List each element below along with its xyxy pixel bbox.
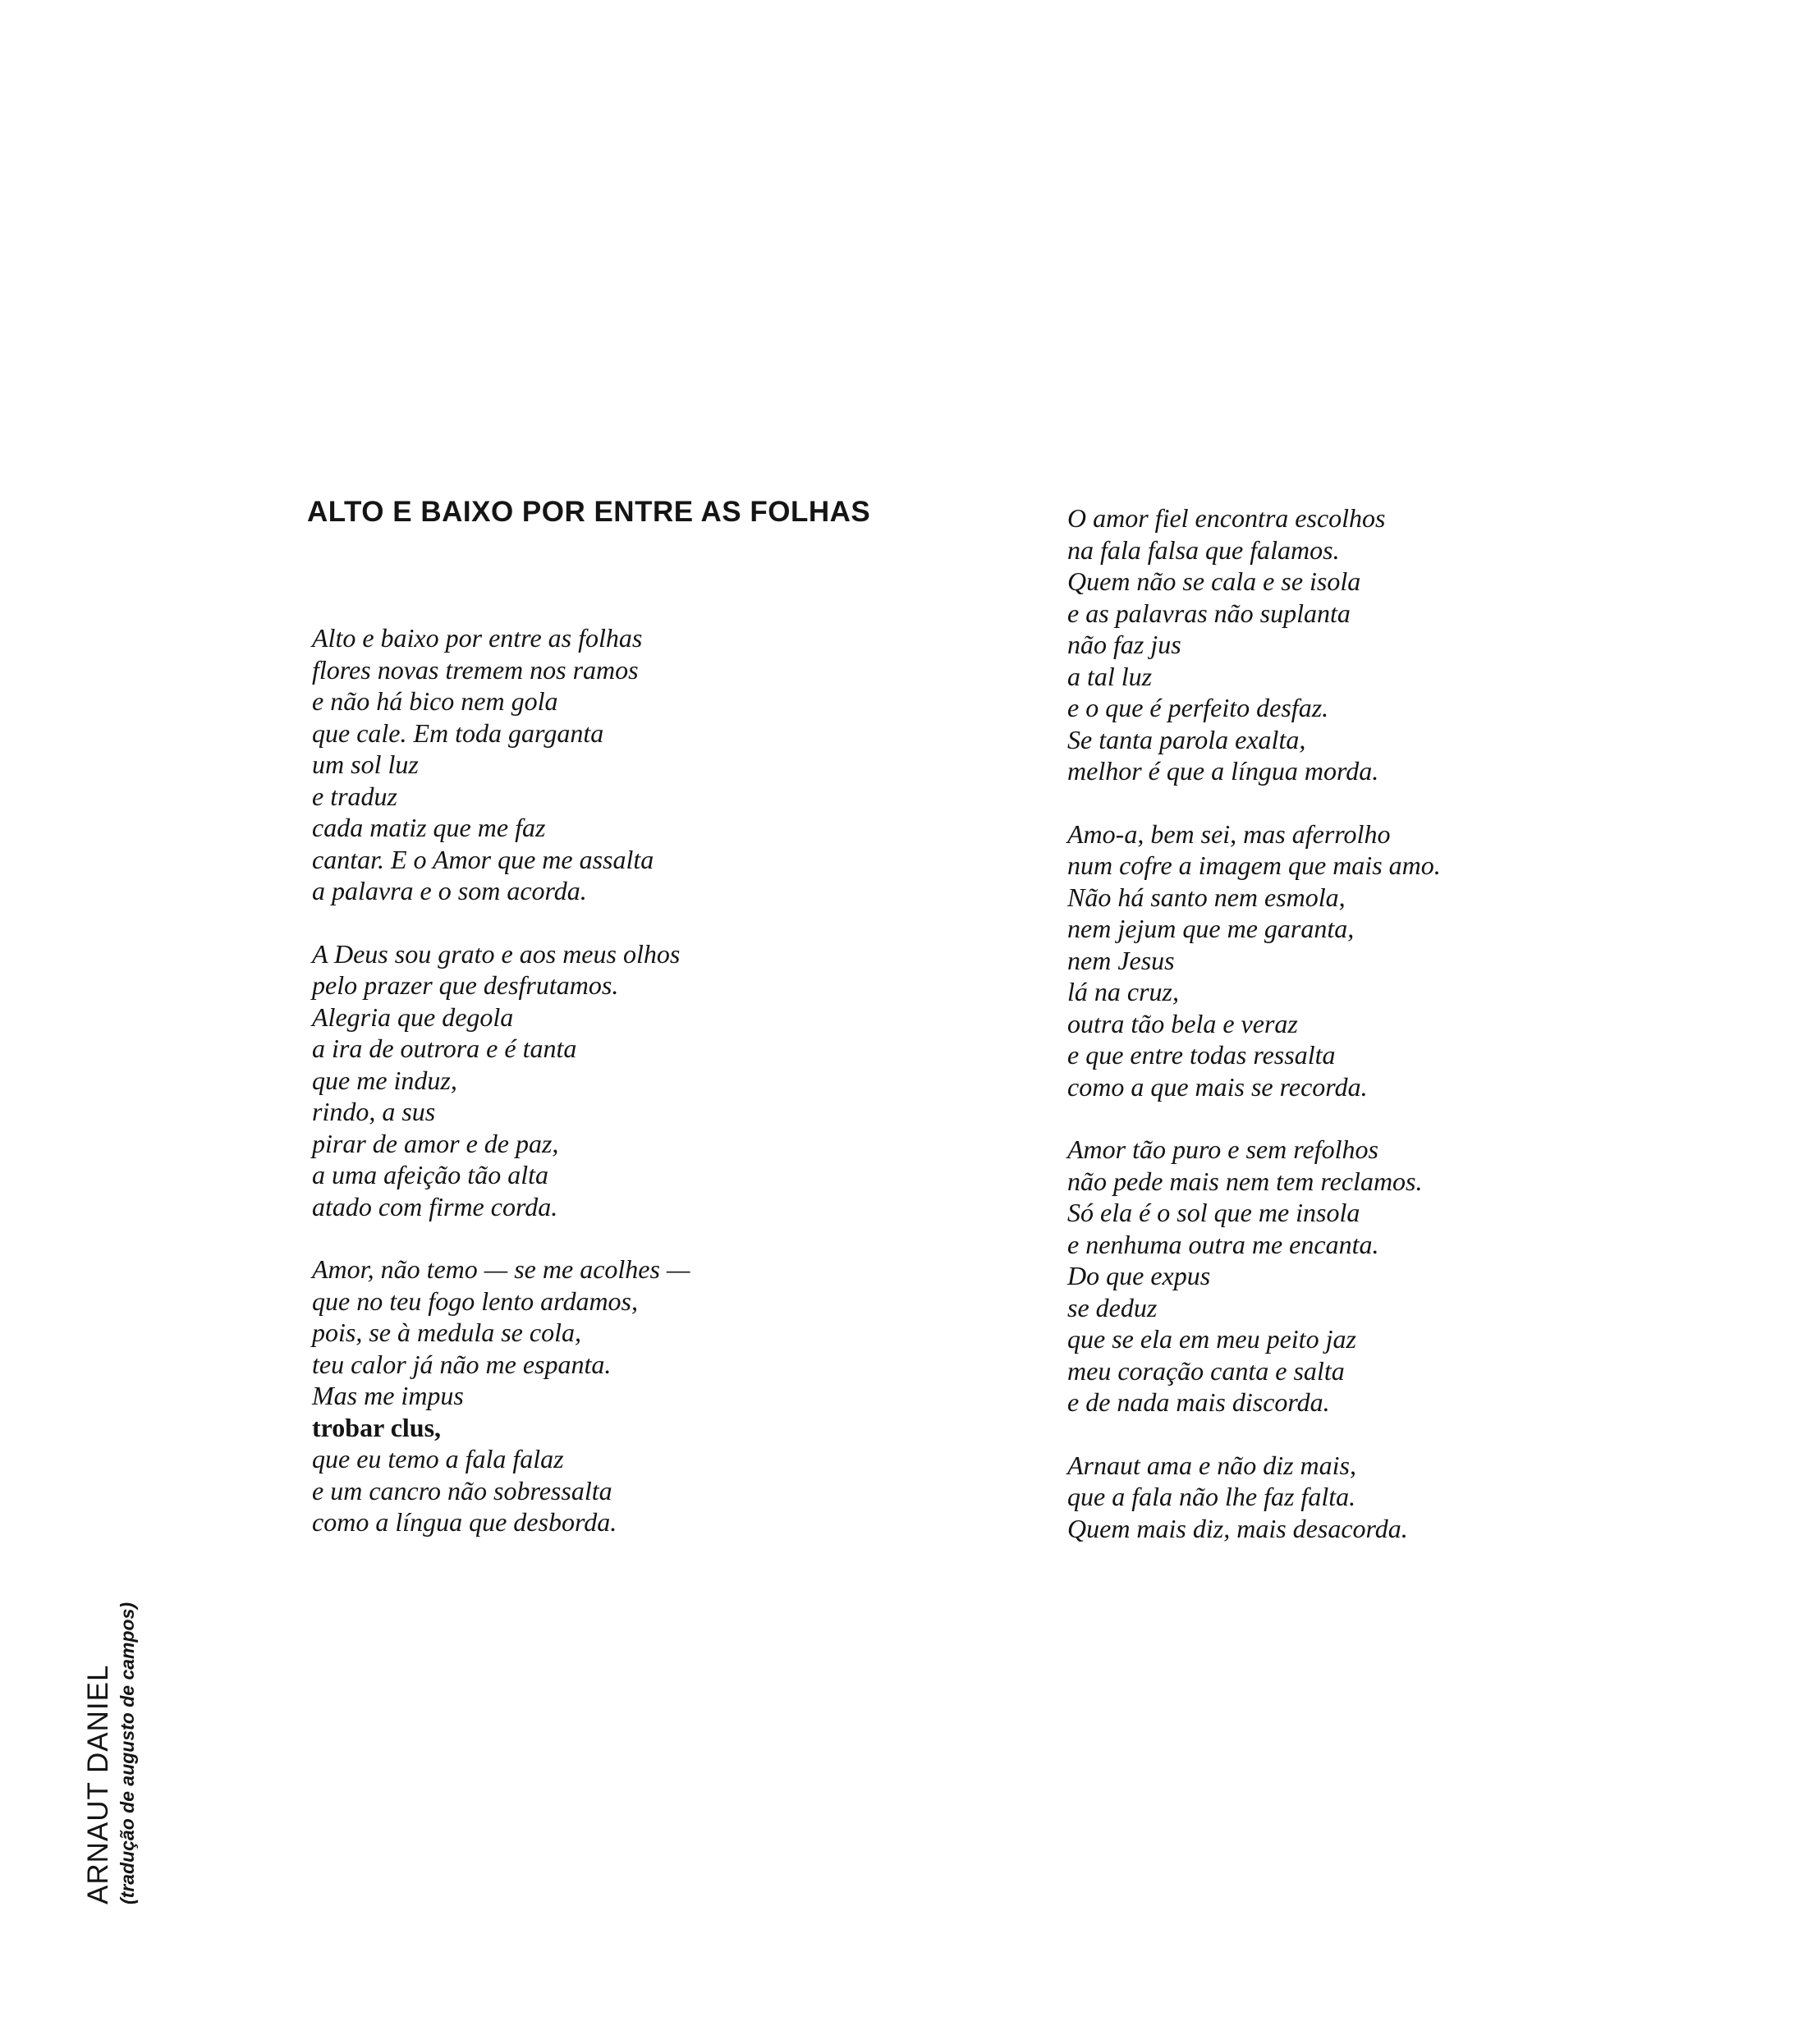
stanza	[1067, 502, 1691, 787]
verse-line: Amor tão puro e sem refolhos	[1067, 1134, 1378, 1164]
verse-line: cantar. E o Amor que me assalta	[312, 844, 654, 874]
verse-line: pelo prazer que desfrutamos.	[312, 970, 619, 1000]
verse-line: se deduz	[1067, 1292, 1158, 1322]
verse-line: que cale. Em toda garganta	[312, 717, 604, 748]
verse-line: a uma afeição tão alta	[312, 1160, 548, 1189]
verse-line: e nenhuma outra me encanta.	[1067, 1229, 1379, 1259]
author-sidebar	[82, 1602, 140, 1904]
verse-line: pois, se à medula se cola,	[312, 1318, 581, 1347]
verse-line: como a língua que desborda.	[312, 1507, 617, 1537]
verse-line: flores novas tremem nos ramos	[312, 654, 639, 685]
verse-line: outra tão bela e veraz	[1067, 1008, 1298, 1038]
verse-line: Amo-a, bem sei, mas aferrolho	[1067, 818, 1391, 849]
stanza	[312, 1253, 936, 1538]
verse-line: Do que expus	[1067, 1261, 1211, 1290]
verse-line: que a fala não lhe faz falta.	[1067, 1482, 1356, 1511]
verse-line: Não há santo nem esmola,	[1067, 882, 1346, 912]
verse-line: Quem mais diz, mais desacorda.	[1067, 1513, 1408, 1543]
verse-line: a palavra e o som acorda.	[312, 876, 587, 905]
verse-line: a ira de outrora e é tanta	[312, 1033, 577, 1063]
verse-line: meu coração canta e salta	[1067, 1355, 1345, 1386]
verse-line: melhor é que a língua morda.	[1067, 756, 1379, 786]
stanza	[1067, 1134, 1691, 1418]
stanza	[312, 938, 936, 1223]
verse-line: Só ela é o sol que me insola	[1067, 1198, 1360, 1227]
verse-line: e um cancro não sobressalta	[312, 1475, 612, 1506]
verse-line: na fala falsa que falamos.	[1067, 534, 1340, 565]
verse-line: não faz jus	[1067, 630, 1181, 659]
stanza	[1067, 818, 1691, 1103]
verse-line: Quem não se cala e se isola	[1067, 566, 1361, 596]
verse-line: nem Jesus	[1067, 945, 1175, 975]
verse-line: nem jejum que me garanta,	[1067, 914, 1355, 943]
verse-line: não pede mais nem tem reclamos.	[1067, 1166, 1423, 1196]
verse-line: a tal luz	[1067, 661, 1153, 691]
verse-line: lá na cruz,	[1067, 977, 1179, 1006]
stanza	[1067, 1450, 1691, 1545]
verse-line: teu calor já não me espanta.	[312, 1349, 612, 1379]
verse-line: e traduz	[312, 781, 397, 811]
translation-credit: (tradução de augusto de campos)	[117, 1602, 138, 1904]
verse-line-bold: trobar clus,	[312, 1412, 442, 1442]
verse-line: e as palavras não suplanta	[1067, 598, 1351, 628]
author-name: ARNAUT DANIEL	[82, 1664, 114, 1904]
poem-column-right	[1067, 502, 1691, 1575]
verse-line: Alto e baixo por entre as folhas	[312, 623, 643, 653]
verse-line: como a que mais se recorda.	[1067, 1071, 1368, 1102]
verse-line: A Deus sou grato e aos meus olhos	[312, 938, 681, 969]
stanza	[312, 622, 936, 907]
verse-line: e que entre todas ressalta	[1067, 1040, 1336, 1070]
verse-line: e não há bico nem gola	[312, 686, 558, 716]
poem-column-left	[312, 622, 936, 1570]
verse-line: rindo, a sus	[312, 1097, 436, 1126]
verse-line: Alegria que degola	[312, 1001, 514, 1032]
poem-title: ALTO E BAIXO POR ENTRE AS FOLHAS	[307, 496, 871, 528]
verse-line: um sol luz	[312, 749, 419, 779]
verse-line: Amor, não temo — se me acolhes —	[312, 1254, 690, 1284]
verse-line: Mas me impus	[312, 1381, 464, 1410]
verse-line: pirar de amor e de paz,	[312, 1128, 559, 1158]
verse-line: num cofre a imagem que mais amo.	[1067, 850, 1441, 880]
verse-line: que no teu fogo lento ardamos,	[312, 1286, 638, 1316]
verse-line: O amor fiel encontra escolhos	[1067, 503, 1386, 533]
verse-line: cada matiz que me faz	[312, 813, 546, 842]
verse-line: atado com firme corda.	[312, 1191, 558, 1221]
verse-line: e o que é perfeito desfaz.	[1067, 693, 1329, 722]
verse-line: e de nada mais discorda.	[1067, 1387, 1330, 1417]
verse-line: Arnaut ama e não diz mais,	[1067, 1450, 1356, 1480]
verse-line: que se ela em meu peito jaz	[1067, 1324, 1356, 1354]
verse-line: que me induz,	[312, 1065, 457, 1095]
verse-line: que eu temo a fala falaz	[312, 1444, 564, 1473]
verse-line: Se tanta parola exalta,	[1067, 724, 1306, 754]
